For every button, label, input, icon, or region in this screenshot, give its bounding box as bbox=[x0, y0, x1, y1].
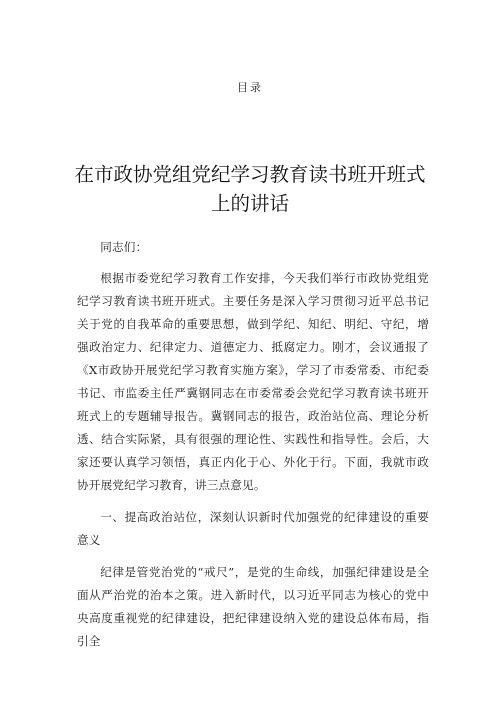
salutation: 同志们： bbox=[100, 240, 148, 254]
section-heading: 一、提高政治站位，深刻认识新时代加强党的纪律建设的重要意义 bbox=[77, 510, 429, 547]
section-paragraph: 纪律是管党治党的“戒尺”，是党的生命线，加强纪律建设是全面从严治党的治本之策。进入新时代，以习近平同志为核心的党中央高度重视党的纪律建设，把纪律建设纳入党的建设总体布局，指引全 bbox=[77, 565, 429, 648]
toc-label: 目录 bbox=[237, 81, 263, 94]
opening-paragraph: 根据市委党纪学习教育工作安排，今天我们举行市政协党组党纪学习教育读书班开班式。主要任务是深入学习贯彻习近平总书记关于党的自我革命的重要思想，做到学纪、知纪、明纪、守纪，增强政治定力、纪律定力、道德定力、抵腐定力。刚才，会议通报了《X市政协开展党纪学习教育实施方案》，学习了市委常委、市纪委书记、市监委主任严冀钢同志在市委常委会党纪学习教育读书班开班式上的专题辅导报告。冀钢同志的报告，政治站位高、理论分析透、结合实际紧，具有很强的理论性、实践性和指导性。会后，大家还要认真学习领悟，真正内化于心、外化于行。下面，我就市政协开展党纪学习教育，讲三点意见。 bbox=[77, 271, 429, 492]
speech-body bbox=[77, 236, 429, 662]
page-title: 在市政协党组党纪学习教育读书班开班式上的讲话 bbox=[74, 163, 426, 215]
